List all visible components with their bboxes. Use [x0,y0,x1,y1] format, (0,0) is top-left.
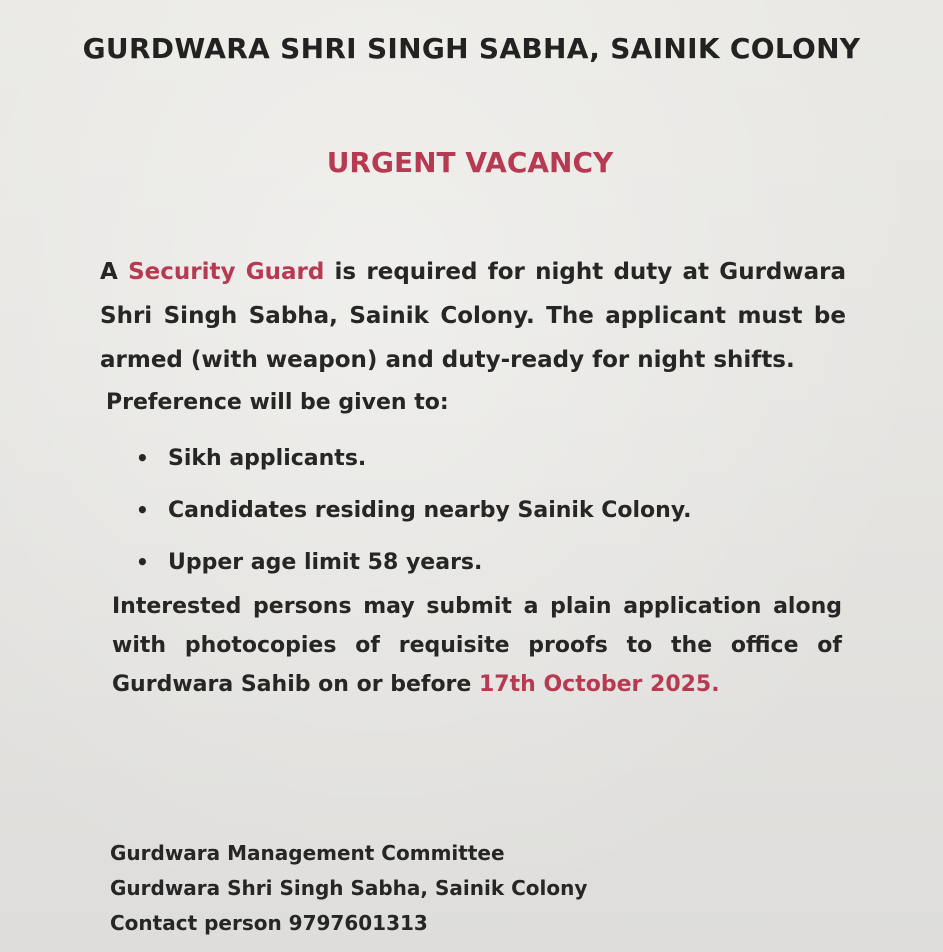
preference-list [136,438,692,594]
contact-person: Contact person 9797601313 [110,911,428,935]
intro-rest: is required for night duty at Gurdwara Shri Singh Sabha, Sainik Colony. The applicant must be armed (with weapon) and duty-ready for night shifts. [100,259,847,373]
preference-text: Candidates residing nearby Sainik Colony. [168,498,692,523]
intro-prefix: A [100,259,129,285]
gurdwara-name: Gurdwara Shri Singh Sabha, Sainik Colony [110,876,588,900]
committee-name: Gurdwara Management Committee [110,841,505,865]
preference-text: Sikh applicants. [168,446,367,471]
deadline-date: 17th October 2025. [479,672,720,697]
bullet-icon: • [136,446,149,470]
urgent-vacancy-heading: URGENT VACANCY [326,146,614,179]
list-item [136,438,692,490]
notice-title: GURDWARA SHRI SINGH SABHA, SAINIK COLONY [82,32,861,65]
bullet-icon: • [136,498,149,522]
intro-paragraph [100,250,846,382]
position-highlight: Security Guard [128,259,325,285]
preference-heading: Preference will be given to: [106,390,449,415]
application-paragraph [112,587,842,704]
bullet-icon: • [136,550,149,574]
list-item [136,490,692,542]
signature-block [110,836,587,941]
preference-text: Upper age limit 58 years. [168,550,483,575]
application-text: Interested persons may submit a plain application along with photocopies of requisite proofs to the office of Gurdwara Sahib on or before [112,594,842,697]
